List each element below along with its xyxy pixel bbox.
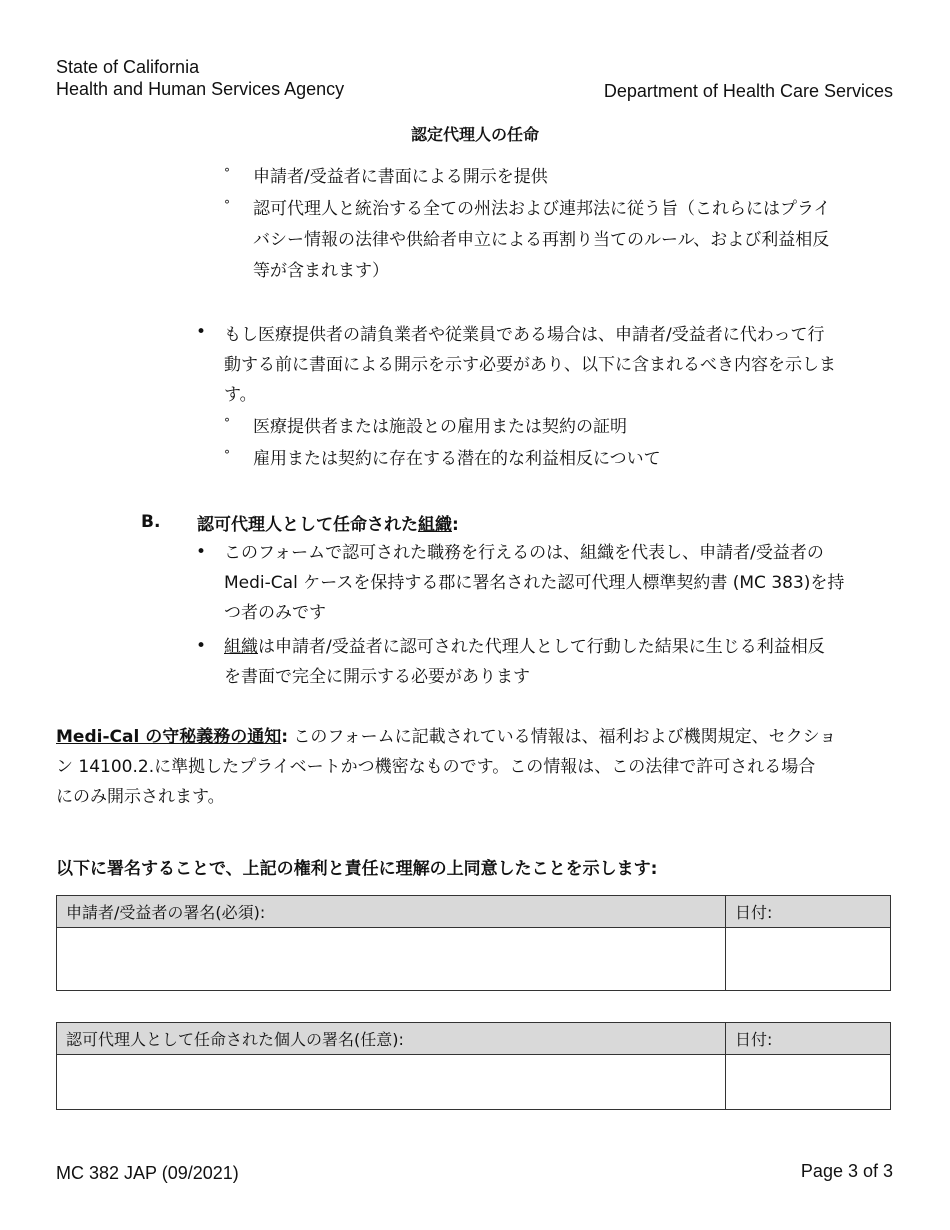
circle-bullet-icon: ° (224, 198, 230, 212)
list-item: 認可代理人と統治する全ての州法および連邦法に従う旨（これらにはプライ (253, 199, 831, 219)
agreement-statement: 以下に署名することで、上記の権利と責任に理解の上同意したことを示します: (56, 859, 658, 879)
representative-signature-label: 認可代理人として任命された個人の署名(任意): (57, 1023, 726, 1055)
confidentiality-notice: Medi-Cal の守秘義務の通知: このフォームに記載されている情報は、福利および機関規定、セクショ (56, 727, 837, 747)
list-item: 申請者/受益者に書面による開示を提供 (253, 167, 548, 187)
confidentiality-line: にのみ開示されます。 (56, 787, 225, 807)
agency-name: Health and Human Services Agency (56, 79, 345, 99)
list-item-continuation: バシー情報の法律や供給者申立による再割り当てのルール、および利益相反 (253, 230, 830, 250)
department-name: Department of Health Care Services (603, 81, 893, 101)
page-title: 認定代理人の任命 (410, 125, 539, 144)
applicant-signature-table (56, 895, 891, 991)
confidentiality-line: ン 14100.2.に準拠したプライベートかつ機密なものです。この情報は、この法律で許可される場合 (56, 757, 816, 777)
bullet-text-line: 動する前に書面による開示を示す必要があり、以下に含まれるべき内容を示しま (224, 355, 836, 375)
bullet-icon: • (196, 636, 207, 656)
bullet-text-line: つ者のみです (224, 603, 326, 623)
bullet-text-line: このフォームで認可された職務を行えるのは、組織を代表し、申請者/受益者の (224, 543, 824, 563)
list-item: 雇用または契約に存在する潜在的な利益相反について (253, 449, 661, 469)
applicant-signature-field[interactable] (57, 928, 726, 991)
list-item: 医療提供者または施設との雇用または契約の証明 (253, 417, 627, 437)
section-heading: 認可代理人として任命された組織: (197, 515, 459, 535)
bullet-text-line: もし医療提供者の請負業者や従業員である場合は、申請者/受益者に代わって行 (224, 325, 825, 345)
circle-bullet-icon: ° (224, 416, 230, 430)
section-letter: B. (141, 512, 161, 532)
applicant-signature-label: 申請者/受益者の署名(必須): (57, 896, 726, 928)
applicant-date-label: 日付: (726, 896, 891, 928)
representative-signature-table (56, 1022, 891, 1110)
circle-bullet-icon: ° (224, 448, 230, 462)
bullet-text-line: を書面で完全に開示する必要があります (224, 667, 530, 687)
representative-date-label: 日付: (726, 1023, 891, 1055)
page-number: Page 3 of 3 (800, 1161, 893, 1181)
applicant-date-field[interactable] (726, 928, 891, 991)
bullet-text-line: Medi-Cal ケースを保持する郡に署名された認可代理人標準契約書 (MC 383)を持 (224, 573, 845, 593)
representative-signature-field[interactable] (57, 1055, 726, 1110)
representative-date-field[interactable] (726, 1055, 891, 1110)
bullet-icon: • (196, 542, 207, 562)
list-item-continuation: 等が含まれます） (253, 261, 389, 281)
bullet-icon: • (196, 322, 207, 342)
state-name: State of California (56, 57, 200, 77)
form-number: MC 382 JAP (09/2021) (56, 1163, 239, 1183)
bullet-text-line: す。 (224, 385, 257, 405)
bullet-text-line: 組織は申請者/受益者に認可された代理人として行動した結果に生じる利益相反 (224, 637, 825, 657)
circle-bullet-icon: ° (224, 166, 230, 180)
